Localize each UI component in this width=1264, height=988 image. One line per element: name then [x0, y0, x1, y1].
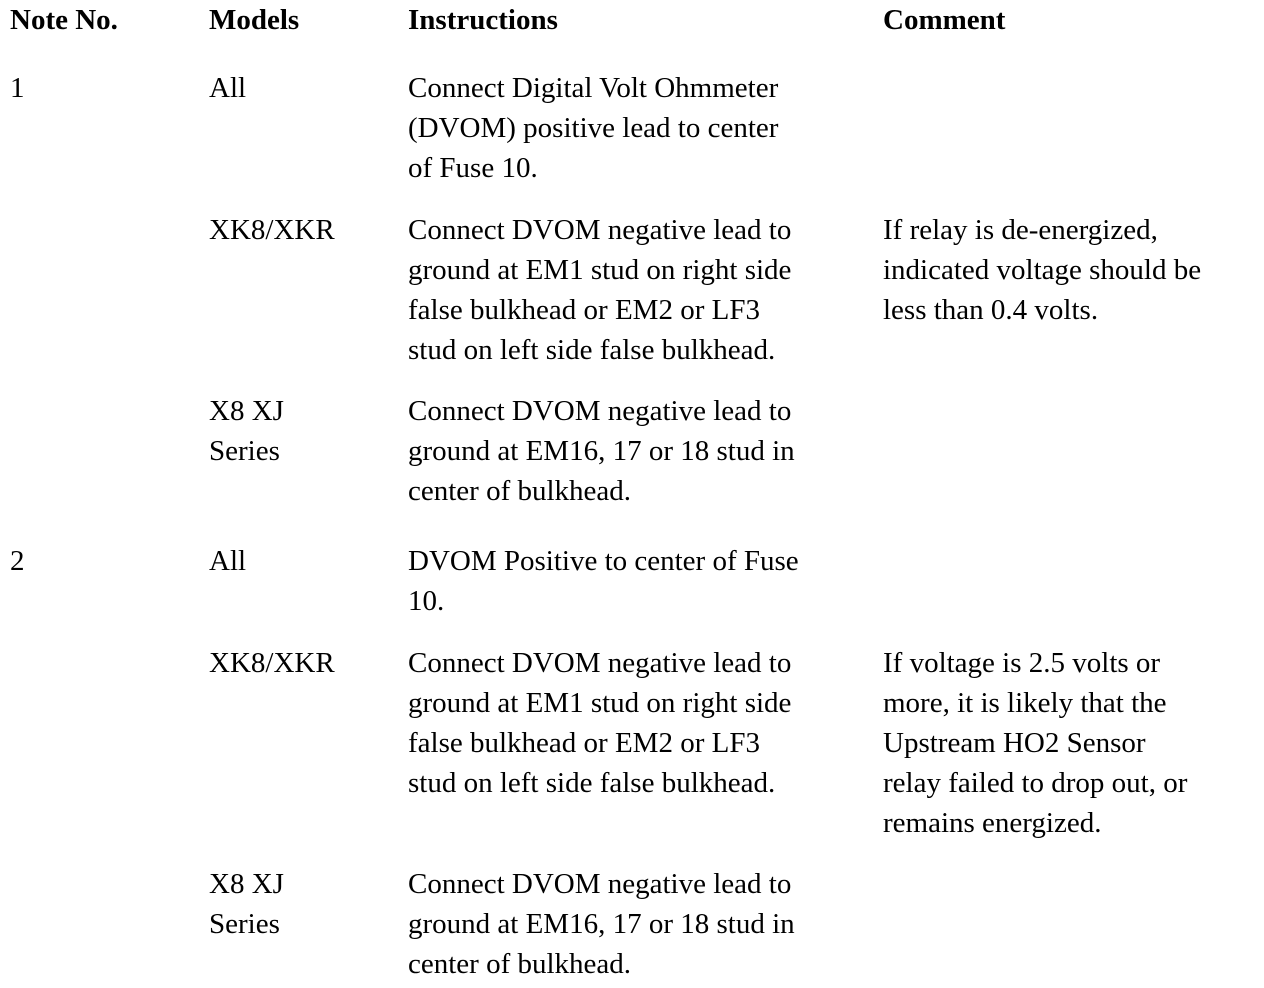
row-comment: If relay is de-energized, indicated voltage should be less than 0.4 volts. — [883, 214, 1202, 326]
row-note: 1 — [10, 72, 25, 104]
row-note: 2 — [10, 545, 25, 577]
row-comment: If voltage is 2.5 volts or more, it is likely that the Upstream HO2 Sensor relay failed to drop out, or remains energized. — [883, 647, 1188, 839]
row-instruction: DVOM Positive to center of Fuse 10. — [408, 545, 799, 617]
row-instruction: Connect DVOM negative lead to ground at EM16, 17 or 18 stud in center of bulkhead. — [408, 395, 795, 507]
row-model: All — [209, 72, 247, 104]
row-model: XK8/XKR — [209, 214, 335, 246]
row-instruction: Connect Digital Volt Ohmmeter (DVOM) positive lead to center of Fuse 10. — [408, 72, 779, 184]
header-models: Models — [209, 4, 300, 36]
row-model: X8 XJ Series — [209, 395, 284, 467]
row-instruction: Connect DVOM negative lead to ground at EM1 stud on right side false bulkhead or EM2 or LF3 stud on left side false bulkhead. — [408, 647, 792, 799]
row-model: All — [209, 545, 247, 577]
row-model: XK8/XKR — [209, 647, 335, 679]
header-instructions: Instructions — [408, 4, 558, 36]
row-model: X8 XJ Series — [209, 868, 284, 940]
row-instruction: Connect DVOM negative lead to ground at EM16, 17 or 18 stud in center of bulkhead. — [408, 868, 795, 980]
row-instruction: Connect DVOM negative lead to ground at EM1 stud on right side false bulkhead or EM2 or LF3 stud on left side false bulkhead. — [408, 214, 792, 366]
header-comment: Comment — [883, 4, 1006, 36]
header-note-no: Note No. — [10, 4, 118, 36]
